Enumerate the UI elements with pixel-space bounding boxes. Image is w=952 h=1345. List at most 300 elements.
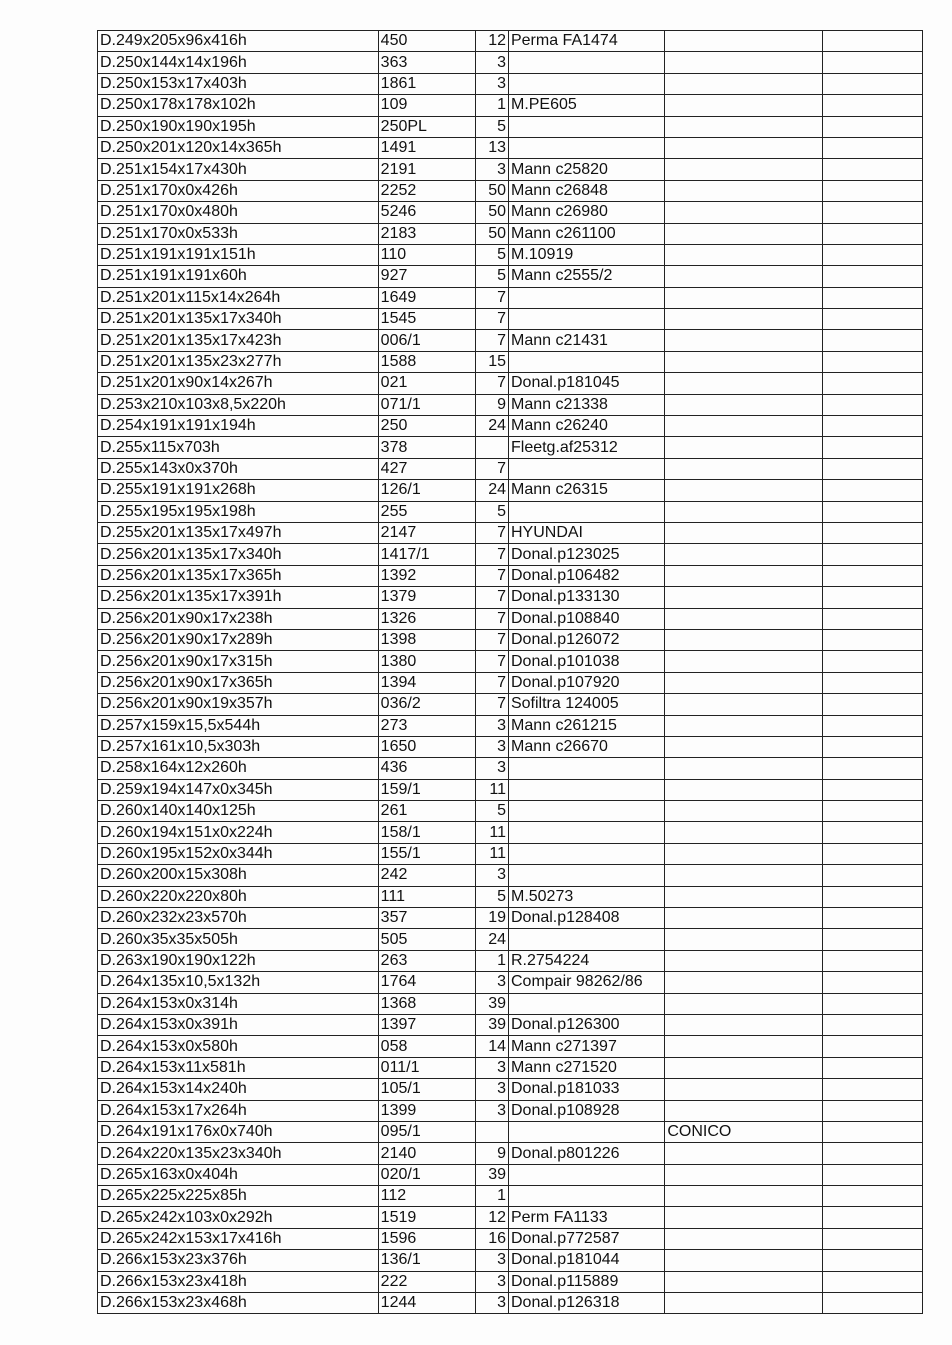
ref-code-cell: 5246 bbox=[378, 202, 475, 223]
ref-code-cell: 1417/1 bbox=[378, 544, 475, 565]
ref-code-cell: 159/1 bbox=[378, 779, 475, 800]
dimension-cell: D.255x143x0x370h bbox=[98, 458, 379, 479]
ref-code-cell: 363 bbox=[378, 52, 475, 73]
empty-cell bbox=[822, 865, 922, 886]
quantity-cell: 15 bbox=[475, 351, 508, 372]
empty-cell bbox=[822, 736, 922, 757]
quantity-cell bbox=[475, 437, 508, 458]
empty-cell bbox=[822, 565, 922, 586]
note-cell bbox=[665, 330, 822, 351]
note-cell bbox=[665, 629, 822, 650]
empty-cell bbox=[822, 843, 922, 864]
note-cell bbox=[665, 1057, 822, 1078]
ref-code-cell: 1392 bbox=[378, 565, 475, 586]
table-row bbox=[98, 223, 923, 244]
ref-code-cell: 1326 bbox=[378, 608, 475, 629]
dimension-cell: D.256x201x90x17x238h bbox=[98, 608, 379, 629]
dimension-cell: D.256x201x90x17x365h bbox=[98, 672, 379, 693]
note-cell bbox=[665, 694, 822, 715]
empty-cell bbox=[822, 1207, 922, 1228]
dimension-cell: D.256x201x90x17x315h bbox=[98, 651, 379, 672]
table-row bbox=[98, 843, 923, 864]
table-row bbox=[98, 159, 923, 180]
note-cell bbox=[665, 1207, 822, 1228]
note-cell bbox=[665, 116, 822, 137]
quantity-cell: 5 bbox=[475, 501, 508, 522]
table-row bbox=[98, 1036, 923, 1057]
dimension-cell: D.251x191x191x60h bbox=[98, 266, 379, 287]
filter-table-body bbox=[98, 31, 923, 1314]
cross-reference-cell: Donal.p133130 bbox=[508, 587, 664, 608]
table-row bbox=[98, 116, 923, 137]
quantity-cell: 7 bbox=[475, 694, 508, 715]
empty-cell bbox=[822, 330, 922, 351]
quantity-cell: 3 bbox=[475, 758, 508, 779]
table-row bbox=[98, 565, 923, 586]
ref-code-cell: 436 bbox=[378, 758, 475, 779]
empty-cell bbox=[822, 651, 922, 672]
ref-code-cell: 109 bbox=[378, 95, 475, 116]
dimension-cell: D.264x220x135x23x340h bbox=[98, 1143, 379, 1164]
ref-code-cell: 1519 bbox=[378, 1207, 475, 1228]
note-cell bbox=[665, 373, 822, 394]
note-cell bbox=[665, 1250, 822, 1271]
note-cell bbox=[665, 972, 822, 993]
cross-reference-cell: Mann c21431 bbox=[508, 330, 664, 351]
ref-code-cell: 2252 bbox=[378, 180, 475, 201]
note-cell bbox=[665, 608, 822, 629]
dimension-cell: D.250x153x17x403h bbox=[98, 73, 379, 94]
quantity-cell: 9 bbox=[475, 1143, 508, 1164]
dimension-cell: D.260x200x15x308h bbox=[98, 865, 379, 886]
table-row bbox=[98, 1100, 923, 1121]
quantity-cell: 3 bbox=[475, 1057, 508, 1078]
ref-code-cell: 2191 bbox=[378, 159, 475, 180]
quantity-cell: 3 bbox=[475, 52, 508, 73]
note-cell bbox=[665, 715, 822, 736]
empty-cell bbox=[822, 672, 922, 693]
ref-code-cell: 450 bbox=[378, 31, 475, 52]
empty-cell bbox=[822, 1271, 922, 1292]
quantity-cell: 3 bbox=[475, 73, 508, 94]
cross-reference-cell: Perma FA1474 bbox=[508, 31, 664, 52]
empty-cell bbox=[822, 1036, 922, 1057]
dimension-cell: D.256x201x135x17x391h bbox=[98, 587, 379, 608]
cross-reference-cell: Mann c26240 bbox=[508, 416, 664, 437]
empty-cell bbox=[822, 715, 922, 736]
ref-code-cell: 155/1 bbox=[378, 843, 475, 864]
ref-code-cell: 261 bbox=[378, 801, 475, 822]
cross-reference-cell bbox=[508, 137, 664, 158]
empty-cell bbox=[822, 223, 922, 244]
empty-cell bbox=[822, 287, 922, 308]
dimension-cell: D.265x225x225x85h bbox=[98, 1186, 379, 1207]
empty-cell bbox=[822, 929, 922, 950]
quantity-cell: 7 bbox=[475, 309, 508, 330]
ref-code-cell: 1545 bbox=[378, 309, 475, 330]
ref-code-cell: 2140 bbox=[378, 1143, 475, 1164]
note-cell bbox=[665, 244, 822, 265]
quantity-cell: 16 bbox=[475, 1228, 508, 1249]
ref-code-cell: 110 bbox=[378, 244, 475, 265]
cross-reference-cell: Mann c21338 bbox=[508, 394, 664, 415]
table-row bbox=[98, 522, 923, 543]
cross-reference-cell bbox=[508, 1164, 664, 1185]
cross-reference-cell: Compair 98262/86 bbox=[508, 972, 664, 993]
empty-cell bbox=[822, 480, 922, 501]
dimension-cell: D.264x153x17x264h bbox=[98, 1100, 379, 1121]
ref-code-cell: 1596 bbox=[378, 1228, 475, 1249]
table-row bbox=[98, 180, 923, 201]
note-cell bbox=[665, 159, 822, 180]
dimension-cell: D.251x191x191x151h bbox=[98, 244, 379, 265]
cross-reference-cell bbox=[508, 1121, 664, 1142]
ref-code-cell: 1379 bbox=[378, 587, 475, 608]
dimension-cell: D.264x153x14x240h bbox=[98, 1079, 379, 1100]
dimension-cell: D.251x201x135x23x277h bbox=[98, 351, 379, 372]
quantity-cell: 12 bbox=[475, 1207, 508, 1228]
table-row bbox=[98, 1143, 923, 1164]
quantity-cell: 14 bbox=[475, 1036, 508, 1057]
note-cell bbox=[665, 73, 822, 94]
table-row bbox=[98, 886, 923, 907]
cross-reference-cell: Donal.p107920 bbox=[508, 672, 664, 693]
quantity-cell: 3 bbox=[475, 715, 508, 736]
cross-reference-cell bbox=[508, 929, 664, 950]
quantity-cell: 13 bbox=[475, 137, 508, 158]
dimension-cell: D.251x154x17x430h bbox=[98, 159, 379, 180]
ref-code-cell: 263 bbox=[378, 950, 475, 971]
quantity-cell: 11 bbox=[475, 843, 508, 864]
quantity-cell: 1 bbox=[475, 95, 508, 116]
note-cell bbox=[665, 180, 822, 201]
note-cell bbox=[665, 843, 822, 864]
ref-code-cell: 1394 bbox=[378, 672, 475, 693]
dimension-cell: D.251x170x0x533h bbox=[98, 223, 379, 244]
dimension-cell: D.260x140x140x125h bbox=[98, 801, 379, 822]
cross-reference-cell: R.2754224 bbox=[508, 950, 664, 971]
cross-reference-cell: M.PE605 bbox=[508, 95, 664, 116]
ref-code-cell: 927 bbox=[378, 266, 475, 287]
note-cell bbox=[665, 1143, 822, 1164]
empty-cell bbox=[822, 180, 922, 201]
dimension-cell: D.266x153x23x468h bbox=[98, 1293, 379, 1314]
cross-reference-cell bbox=[508, 843, 664, 864]
table-row bbox=[98, 672, 923, 693]
ref-code-cell: 1380 bbox=[378, 651, 475, 672]
quantity-cell: 3 bbox=[475, 1293, 508, 1314]
cross-reference-cell bbox=[508, 779, 664, 800]
empty-cell bbox=[822, 31, 922, 52]
quantity-cell: 7 bbox=[475, 287, 508, 308]
table-row bbox=[98, 458, 923, 479]
table-row bbox=[98, 1228, 923, 1249]
table-row bbox=[98, 373, 923, 394]
cross-reference-cell: Fleetg.af25312 bbox=[508, 437, 664, 458]
quantity-cell: 7 bbox=[475, 587, 508, 608]
quantity-cell: 5 bbox=[475, 801, 508, 822]
ref-code-cell: 2147 bbox=[378, 522, 475, 543]
dimension-cell: D.250x190x190x195h bbox=[98, 116, 379, 137]
note-cell bbox=[665, 416, 822, 437]
ref-code-cell: 250 bbox=[378, 416, 475, 437]
quantity-cell: 12 bbox=[475, 31, 508, 52]
table-row bbox=[98, 480, 923, 501]
table-row bbox=[98, 544, 923, 565]
dimension-cell: D.264x153x11x581h bbox=[98, 1057, 379, 1078]
note-cell bbox=[665, 822, 822, 843]
empty-cell bbox=[822, 587, 922, 608]
ref-code-cell: 112 bbox=[378, 1186, 475, 1207]
quantity-cell: 7 bbox=[475, 330, 508, 351]
table-row bbox=[98, 1164, 923, 1185]
table-row bbox=[98, 929, 923, 950]
note-cell: CONICO bbox=[665, 1121, 822, 1142]
ref-code-cell: 011/1 bbox=[378, 1057, 475, 1078]
note-cell bbox=[665, 309, 822, 330]
note-cell bbox=[665, 95, 822, 116]
note-cell bbox=[665, 544, 822, 565]
dimension-cell: D.257x159x15,5x544h bbox=[98, 715, 379, 736]
empty-cell bbox=[822, 1014, 922, 1035]
ref-code-cell: 036/2 bbox=[378, 694, 475, 715]
quantity-cell: 3 bbox=[475, 1250, 508, 1271]
dimension-cell: D.255x195x195x198h bbox=[98, 501, 379, 522]
cross-reference-cell: Donal.p181044 bbox=[508, 1250, 664, 1271]
table-row bbox=[98, 651, 923, 672]
ref-code-cell: 242 bbox=[378, 865, 475, 886]
ref-code-cell: 255 bbox=[378, 501, 475, 522]
empty-cell bbox=[822, 950, 922, 971]
dimension-cell: D.264x153x0x314h bbox=[98, 993, 379, 1014]
note-cell bbox=[665, 1079, 822, 1100]
cross-reference-cell: HYUNDAI bbox=[508, 522, 664, 543]
table-row bbox=[98, 694, 923, 715]
quantity-cell: 7 bbox=[475, 373, 508, 394]
empty-cell bbox=[822, 95, 922, 116]
cross-reference-cell bbox=[508, 801, 664, 822]
table-row bbox=[98, 330, 923, 351]
ref-code-cell: 1491 bbox=[378, 137, 475, 158]
note-cell bbox=[665, 758, 822, 779]
quantity-cell: 24 bbox=[475, 480, 508, 501]
empty-cell bbox=[822, 1186, 922, 1207]
ref-code-cell: 111 bbox=[378, 886, 475, 907]
empty-cell bbox=[822, 629, 922, 650]
ref-code-cell: 1368 bbox=[378, 993, 475, 1014]
quantity-cell: 5 bbox=[475, 886, 508, 907]
note-cell bbox=[665, 1100, 822, 1121]
note-cell bbox=[665, 351, 822, 372]
table-row bbox=[98, 1121, 923, 1142]
cross-reference-cell bbox=[508, 865, 664, 886]
quantity-cell: 39 bbox=[475, 1014, 508, 1035]
quantity-cell: 5 bbox=[475, 266, 508, 287]
note-cell bbox=[665, 801, 822, 822]
empty-cell bbox=[822, 416, 922, 437]
cross-reference-cell: Mann c261100 bbox=[508, 223, 664, 244]
table-row bbox=[98, 1014, 923, 1035]
cross-reference-cell: Donal.p108840 bbox=[508, 608, 664, 629]
note-cell bbox=[665, 1164, 822, 1185]
cross-reference-cell: Perm FA1133 bbox=[508, 1207, 664, 1228]
ref-code-cell: 1650 bbox=[378, 736, 475, 757]
empty-cell bbox=[822, 202, 922, 223]
empty-cell bbox=[822, 137, 922, 158]
table-row bbox=[98, 629, 923, 650]
dimension-cell: D.256x201x90x19x357h bbox=[98, 694, 379, 715]
quantity-cell: 9 bbox=[475, 394, 508, 415]
quantity-cell: 5 bbox=[475, 244, 508, 265]
note-cell bbox=[665, 651, 822, 672]
note-cell bbox=[665, 736, 822, 757]
cross-reference-cell: Donal.p181045 bbox=[508, 373, 664, 394]
empty-cell bbox=[822, 244, 922, 265]
note-cell bbox=[665, 1036, 822, 1057]
quantity-cell: 24 bbox=[475, 929, 508, 950]
table-row bbox=[98, 1186, 923, 1207]
dimension-cell: D.255x115x703h bbox=[98, 437, 379, 458]
dimension-cell: D.251x201x135x17x340h bbox=[98, 309, 379, 330]
cross-reference-cell: Donal.p108928 bbox=[508, 1100, 664, 1121]
table-row bbox=[98, 972, 923, 993]
empty-cell bbox=[822, 1293, 922, 1314]
dimension-cell: D.249x205x96x416h bbox=[98, 31, 379, 52]
quantity-cell: 7 bbox=[475, 458, 508, 479]
dimension-cell: D.266x153x23x418h bbox=[98, 1271, 379, 1292]
cross-reference-cell: Mann c271397 bbox=[508, 1036, 664, 1057]
ref-code-cell: 071/1 bbox=[378, 394, 475, 415]
table-row bbox=[98, 73, 923, 94]
cross-reference-cell: Mann c271520 bbox=[508, 1057, 664, 1078]
cross-reference-cell bbox=[508, 73, 664, 94]
dimension-cell: D.253x210x103x8,5x220h bbox=[98, 394, 379, 415]
dimension-cell: D.255x201x135x17x497h bbox=[98, 522, 379, 543]
dimension-cell: D.260x194x151x0x224h bbox=[98, 822, 379, 843]
dimension-cell: D.264x191x176x0x740h bbox=[98, 1121, 379, 1142]
table-row bbox=[98, 1250, 923, 1271]
ref-code-cell: 021 bbox=[378, 373, 475, 394]
quantity-cell: 50 bbox=[475, 180, 508, 201]
cross-reference-cell: Donal.p181033 bbox=[508, 1079, 664, 1100]
cross-reference-cell: Mann c26670 bbox=[508, 736, 664, 757]
quantity-cell: 3 bbox=[475, 1100, 508, 1121]
dimension-cell: D.265x242x153x17x416h bbox=[98, 1228, 379, 1249]
note-cell bbox=[665, 287, 822, 308]
empty-cell bbox=[822, 993, 922, 1014]
table-row bbox=[98, 437, 923, 458]
empty-cell bbox=[822, 309, 922, 330]
note-cell bbox=[665, 1228, 822, 1249]
ref-code-cell: 378 bbox=[378, 437, 475, 458]
dimension-cell: D.251x170x0x426h bbox=[98, 180, 379, 201]
dimension-cell: D.256x201x90x17x289h bbox=[98, 629, 379, 650]
table-row bbox=[98, 865, 923, 886]
cross-reference-cell bbox=[508, 501, 664, 522]
note-cell bbox=[665, 266, 822, 287]
cross-reference-cell: Mann c26980 bbox=[508, 202, 664, 223]
table-row bbox=[98, 501, 923, 522]
empty-cell bbox=[822, 758, 922, 779]
quantity-cell: 39 bbox=[475, 1164, 508, 1185]
table-row bbox=[98, 779, 923, 800]
cross-reference-cell: M.10919 bbox=[508, 244, 664, 265]
dimension-cell: D.250x178x178x102h bbox=[98, 95, 379, 116]
note-cell bbox=[665, 31, 822, 52]
dimension-cell: D.255x191x191x268h bbox=[98, 480, 379, 501]
dimension-cell: D.265x163x0x404h bbox=[98, 1164, 379, 1185]
ref-code-cell: 126/1 bbox=[378, 480, 475, 501]
ref-code-cell: 357 bbox=[378, 908, 475, 929]
ref-code-cell: 1861 bbox=[378, 73, 475, 94]
quantity-cell: 11 bbox=[475, 779, 508, 800]
dimension-cell: D.251x201x135x17x423h bbox=[98, 330, 379, 351]
ref-code-cell: 222 bbox=[378, 1271, 475, 1292]
cross-reference-cell bbox=[508, 309, 664, 330]
ref-code-cell: 158/1 bbox=[378, 822, 475, 843]
empty-cell bbox=[822, 1143, 922, 1164]
empty-cell bbox=[822, 1121, 922, 1142]
cross-reference-cell bbox=[508, 1186, 664, 1207]
note-cell bbox=[665, 52, 822, 73]
cross-reference-cell: Donal.p126072 bbox=[508, 629, 664, 650]
dimension-cell: D.257x161x10,5x303h bbox=[98, 736, 379, 757]
table-row bbox=[98, 394, 923, 415]
table-row bbox=[98, 1293, 923, 1314]
empty-cell bbox=[822, 779, 922, 800]
quantity-cell: 3 bbox=[475, 159, 508, 180]
quantity-cell: 3 bbox=[475, 865, 508, 886]
dimension-cell: D.265x242x103x0x292h bbox=[98, 1207, 379, 1228]
cross-reference-cell bbox=[508, 351, 664, 372]
empty-cell bbox=[822, 458, 922, 479]
quantity-cell: 19 bbox=[475, 908, 508, 929]
note-cell bbox=[665, 458, 822, 479]
note-cell bbox=[665, 480, 822, 501]
empty-cell bbox=[822, 522, 922, 543]
dimension-cell: D.251x201x90x14x267h bbox=[98, 373, 379, 394]
note-cell bbox=[665, 437, 822, 458]
quantity-cell: 50 bbox=[475, 202, 508, 223]
table-row bbox=[98, 993, 923, 1014]
quantity-cell: 1 bbox=[475, 950, 508, 971]
note-cell bbox=[665, 1186, 822, 1207]
quantity-cell: 24 bbox=[475, 416, 508, 437]
empty-cell bbox=[822, 73, 922, 94]
ref-code-cell: 1764 bbox=[378, 972, 475, 993]
cross-reference-cell: Donal.p115889 bbox=[508, 1271, 664, 1292]
empty-cell bbox=[822, 1057, 922, 1078]
quantity-cell: 1 bbox=[475, 1186, 508, 1207]
dimension-cell: D.264x135x10,5x132h bbox=[98, 972, 379, 993]
cross-reference-cell: Donal.p126318 bbox=[508, 1293, 664, 1314]
empty-cell bbox=[822, 1250, 922, 1271]
cross-reference-cell: Mann c261215 bbox=[508, 715, 664, 736]
dimension-cell: D.250x201x120x14x365h bbox=[98, 137, 379, 158]
cross-reference-cell: Donal.p106482 bbox=[508, 565, 664, 586]
table-row bbox=[98, 608, 923, 629]
note-cell bbox=[665, 779, 822, 800]
dimension-cell: D.251x201x115x14x264h bbox=[98, 287, 379, 308]
empty-cell bbox=[822, 1164, 922, 1185]
dimension-cell: D.266x153x23x376h bbox=[98, 1250, 379, 1271]
table-row bbox=[98, 287, 923, 308]
filter-table bbox=[97, 30, 923, 1314]
ref-code-cell: 006/1 bbox=[378, 330, 475, 351]
dimension-cell: D.260x232x23x570h bbox=[98, 908, 379, 929]
table-row bbox=[98, 95, 923, 116]
cross-reference-cell bbox=[508, 287, 664, 308]
